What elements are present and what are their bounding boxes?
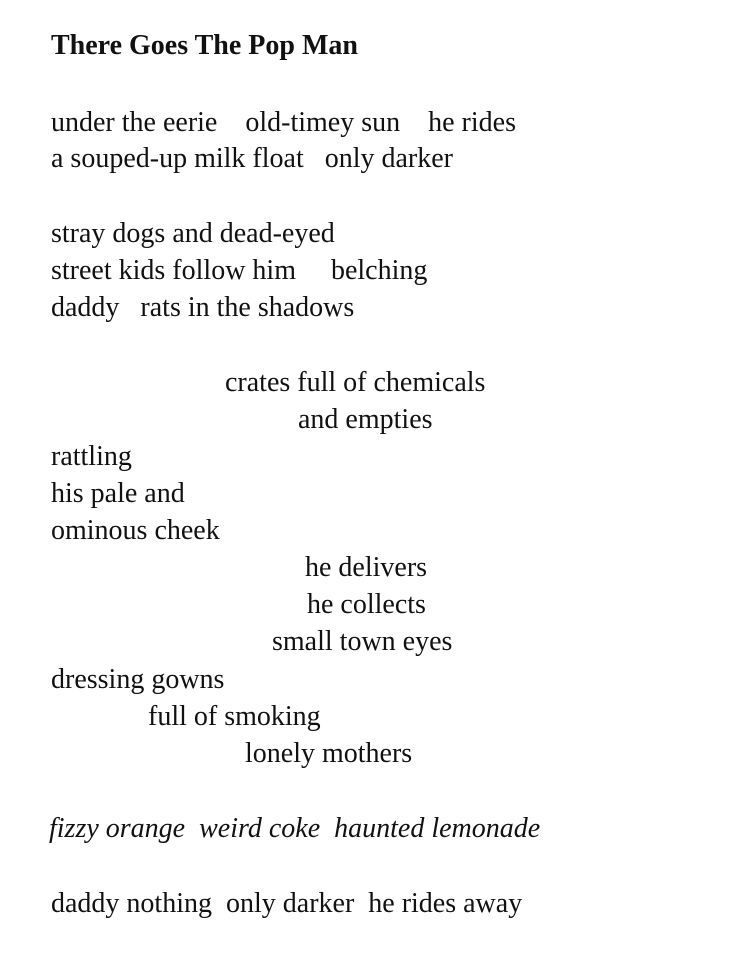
poem-line-16: lonely mothers [245,738,413,769]
poem-line-11: he delivers [305,552,428,583]
poem-line-1: under the eerie old-timey sun he rides [51,107,516,138]
poem-line-5: daddy rats in the shadows [51,292,355,323]
poem-line-12: he collects [307,589,426,620]
poem-line-18: daddy nothing only darker he rides away [51,888,523,919]
poem-line-13: small town eyes [272,626,453,657]
poem-line-4: street kids follow him belching [51,255,428,286]
poem-line-9: his pale and [51,478,185,509]
poem-line-14: dressing gowns [51,664,225,695]
poem-line-6: crates full of chemicals [225,367,486,398]
poem-line-3: stray dogs and dead-eyed [51,218,335,249]
poem-line-8: rattling [51,441,132,472]
poem-line-17-italic: fizzy orange weird coke haunted lemonade [49,813,541,844]
poem-line-10: ominous cheek [51,515,220,546]
poem-line-2: a souped-up milk float only darker [51,143,454,174]
poem-line-15: full of smoking [148,701,321,732]
poem-title: There Goes The Pop Man [51,30,358,61]
poem-line-7: and empties [298,404,433,435]
